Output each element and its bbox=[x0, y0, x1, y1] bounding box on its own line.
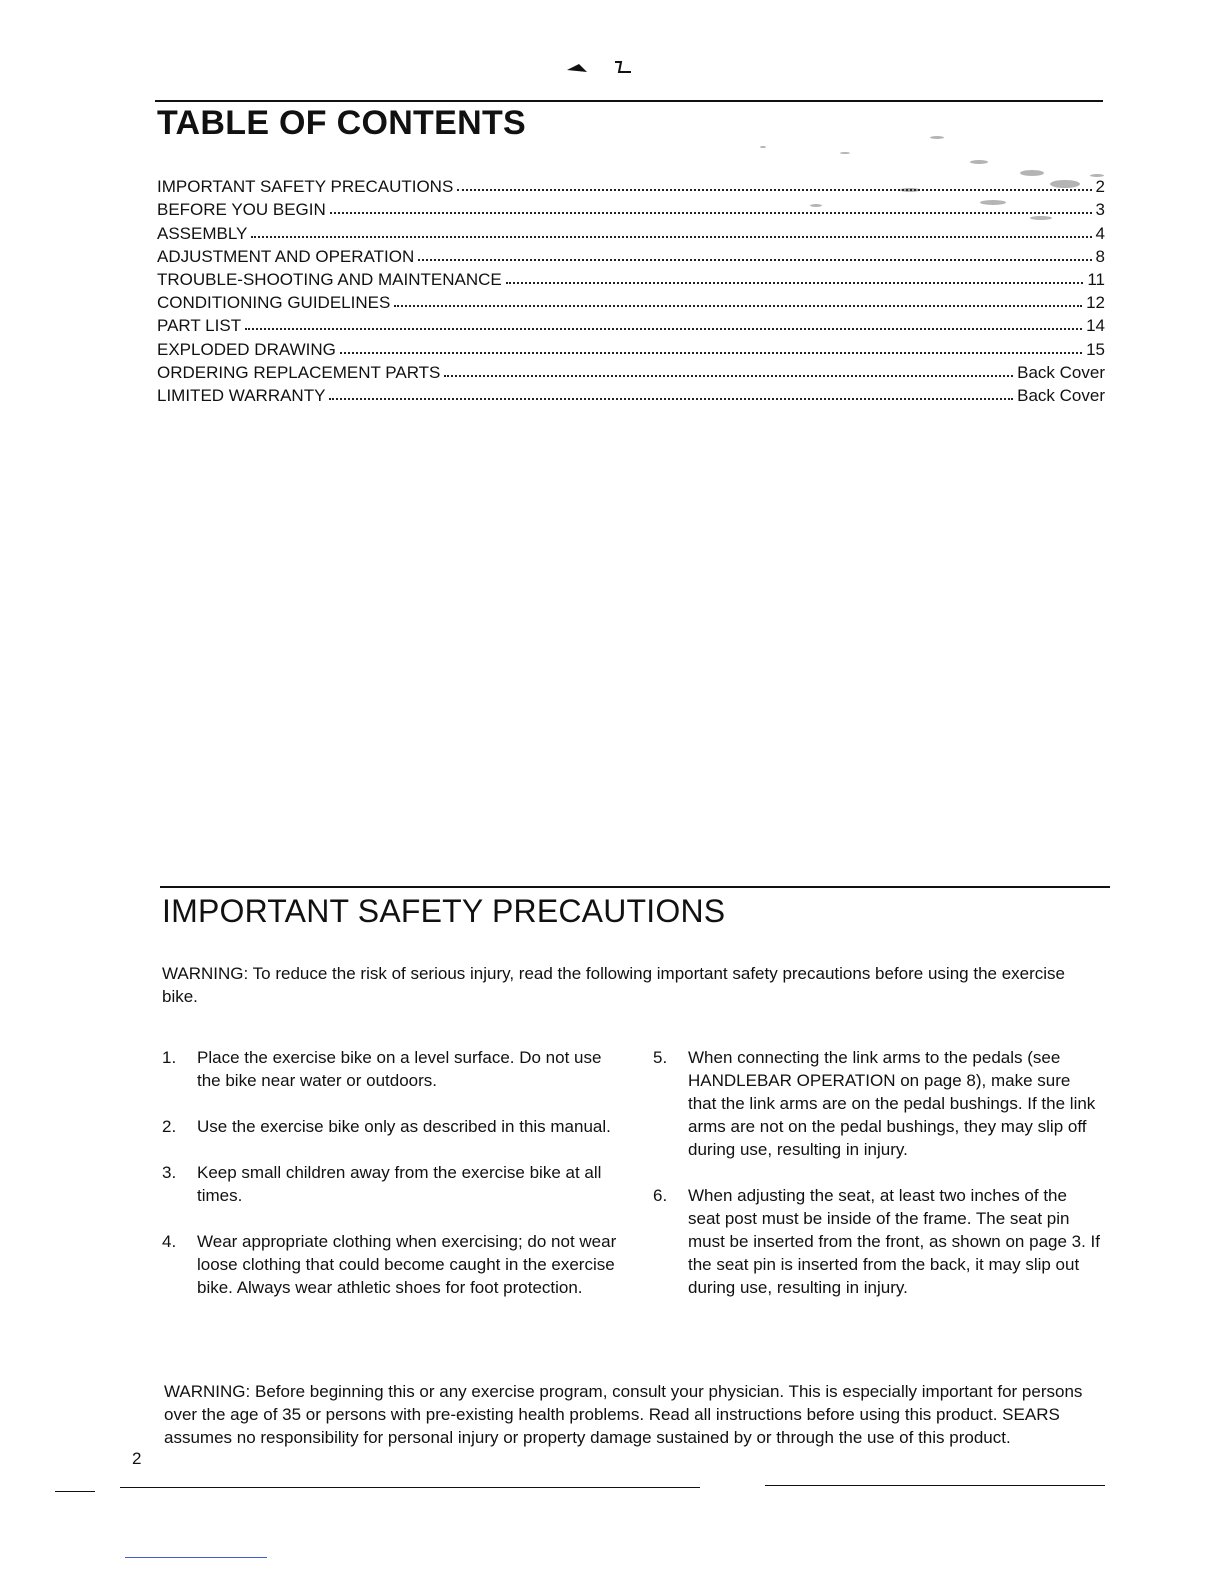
precaution-number: 4. bbox=[162, 1232, 177, 1251]
toc-entry-label: CONDITIONING GUIDELINES bbox=[157, 293, 391, 313]
toc-entry bbox=[157, 288, 1105, 311]
safety-top-rule bbox=[160, 886, 1110, 888]
bottom-rule bbox=[120, 1487, 700, 1488]
toc-entry-page: Back Cover bbox=[1017, 362, 1105, 382]
bottom-rule bbox=[55, 1491, 95, 1492]
toc-entry-page: 14 bbox=[1086, 316, 1105, 336]
precaution-item bbox=[162, 1161, 622, 1207]
bottom-rule bbox=[765, 1485, 1105, 1486]
toc-entry bbox=[157, 358, 1105, 381]
toc-entry bbox=[157, 195, 1105, 218]
toc-leader-dots bbox=[340, 352, 1082, 354]
safety-title: IMPORTANT SAFETY PRECAUTIONS bbox=[162, 893, 726, 929]
precaution-item bbox=[653, 1046, 1103, 1161]
toc-entry-label: TROUBLE-SHOOTING AND MAINTENANCE bbox=[157, 269, 502, 289]
toc-entry-label: ASSEMBLY bbox=[157, 223, 248, 243]
toc-entry bbox=[157, 218, 1105, 241]
precaution-item bbox=[162, 1046, 622, 1092]
precaution-number: 5. bbox=[653, 1048, 668, 1067]
toc-entry-page: 12 bbox=[1086, 293, 1105, 313]
toc-leader-dots bbox=[330, 212, 1092, 214]
toc-entry-label: ADJUSTMENT AND OPERATION bbox=[157, 246, 415, 266]
precaution-number: 6. bbox=[653, 1186, 668, 1205]
toc-entry-page: Back Cover bbox=[1017, 385, 1105, 405]
toc-entry bbox=[157, 334, 1105, 357]
toc-entry-label: PART LIST bbox=[157, 316, 242, 336]
toc-entry-label: EXPLODED DRAWING bbox=[157, 339, 336, 359]
precaution-number: 3. bbox=[162, 1163, 177, 1182]
toc-entry bbox=[157, 311, 1105, 334]
precautions-left-column bbox=[162, 1046, 622, 1322]
precaution-text: When adjusting the seat, at least two inches of the seat post must be inside of the frame. The seat pin must be inserted from the front, as shown on page 3. If the seat pin is inserted from the back, it may slip out during use, resulting in injury. bbox=[688, 1186, 1101, 1297]
precaution-item bbox=[162, 1115, 622, 1138]
bottom-blue-line bbox=[125, 1557, 267, 1558]
toc-entry-page: 3 bbox=[1095, 200, 1105, 220]
precaution-text: Keep small children away from the exercise bike at all times. bbox=[197, 1163, 602, 1205]
toc-entry-page: 2 bbox=[1095, 177, 1105, 197]
toc-title: TABLE OF CONTENTS bbox=[157, 104, 527, 142]
toc-entry-label: IMPORTANT SAFETY PRECAUTIONS bbox=[157, 177, 454, 197]
toc-leader-dots bbox=[394, 305, 1082, 307]
toc-list bbox=[157, 172, 1105, 404]
toc-top-rule bbox=[155, 100, 1103, 102]
toc-entry-page: 4 bbox=[1095, 223, 1105, 243]
precautions-right-column bbox=[653, 1046, 1103, 1322]
precaution-number: 1. bbox=[162, 1048, 177, 1067]
warning-final: WARNING: Before beginning this or any exercise program, consult your physician. This is especially important for persons over the age of 35 or persons with pre-existing health problems. Read all instructions before using this product. SEARS assumes no responsibility for personal injury or property damage sustained by or through the use of this product. bbox=[164, 1382, 1083, 1447]
toc-entry bbox=[157, 381, 1105, 404]
toc-entry-page: 11 bbox=[1087, 269, 1105, 289]
toc-entry-page: 8 bbox=[1095, 246, 1105, 266]
toc-leader-dots bbox=[251, 236, 1091, 238]
toc-leader-dots bbox=[418, 259, 1091, 261]
toc-entry bbox=[157, 265, 1105, 288]
toc-entry bbox=[157, 242, 1105, 265]
toc-entry-label: LIMITED WARRANTY bbox=[157, 385, 326, 405]
precaution-text: Wear appropriate clothing when exercising; do not wear loose clothing that could become caught in the exercise bike. Always wear athletic shoes for foot protection. bbox=[197, 1232, 617, 1297]
precaution-text: Place the exercise bike on a level surface. Do not use the bike near water or outdoors. bbox=[197, 1048, 602, 1090]
warning-intro: WARNING: To reduce the risk of serious injury, read the following important safety precautions before using the exercise bike. bbox=[162, 964, 1066, 1006]
toc-entry-label: BEFORE YOU BEGIN bbox=[157, 200, 326, 220]
precaution-item bbox=[653, 1184, 1103, 1299]
scan-artifact-mark bbox=[565, 58, 645, 80]
toc-leader-dots bbox=[457, 189, 1091, 191]
precaution-item bbox=[162, 1230, 622, 1299]
page-number: 2 bbox=[132, 1449, 142, 1468]
toc-leader-dots bbox=[506, 282, 1084, 284]
toc-entry-page: 15 bbox=[1086, 339, 1105, 359]
toc-leader-dots bbox=[245, 328, 1082, 330]
precaution-text: Use the exercise bike only as described in this manual. bbox=[197, 1117, 611, 1136]
toc-leader-dots bbox=[444, 375, 1013, 377]
toc-entry bbox=[157, 172, 1105, 195]
toc-leader-dots bbox=[329, 398, 1013, 400]
precaution-text: When connecting the link arms to the pedals (see HANDLEBAR OPERATION on page 8), make sure that the link arms are on the pedal bushings. If the link arms are not on the pedal bushings, they may slip off during use, resulting in injury. bbox=[688, 1048, 1096, 1159]
toc-entry-label: ORDERING REPLACEMENT PARTS bbox=[157, 362, 441, 382]
precaution-number: 2. bbox=[162, 1117, 177, 1136]
